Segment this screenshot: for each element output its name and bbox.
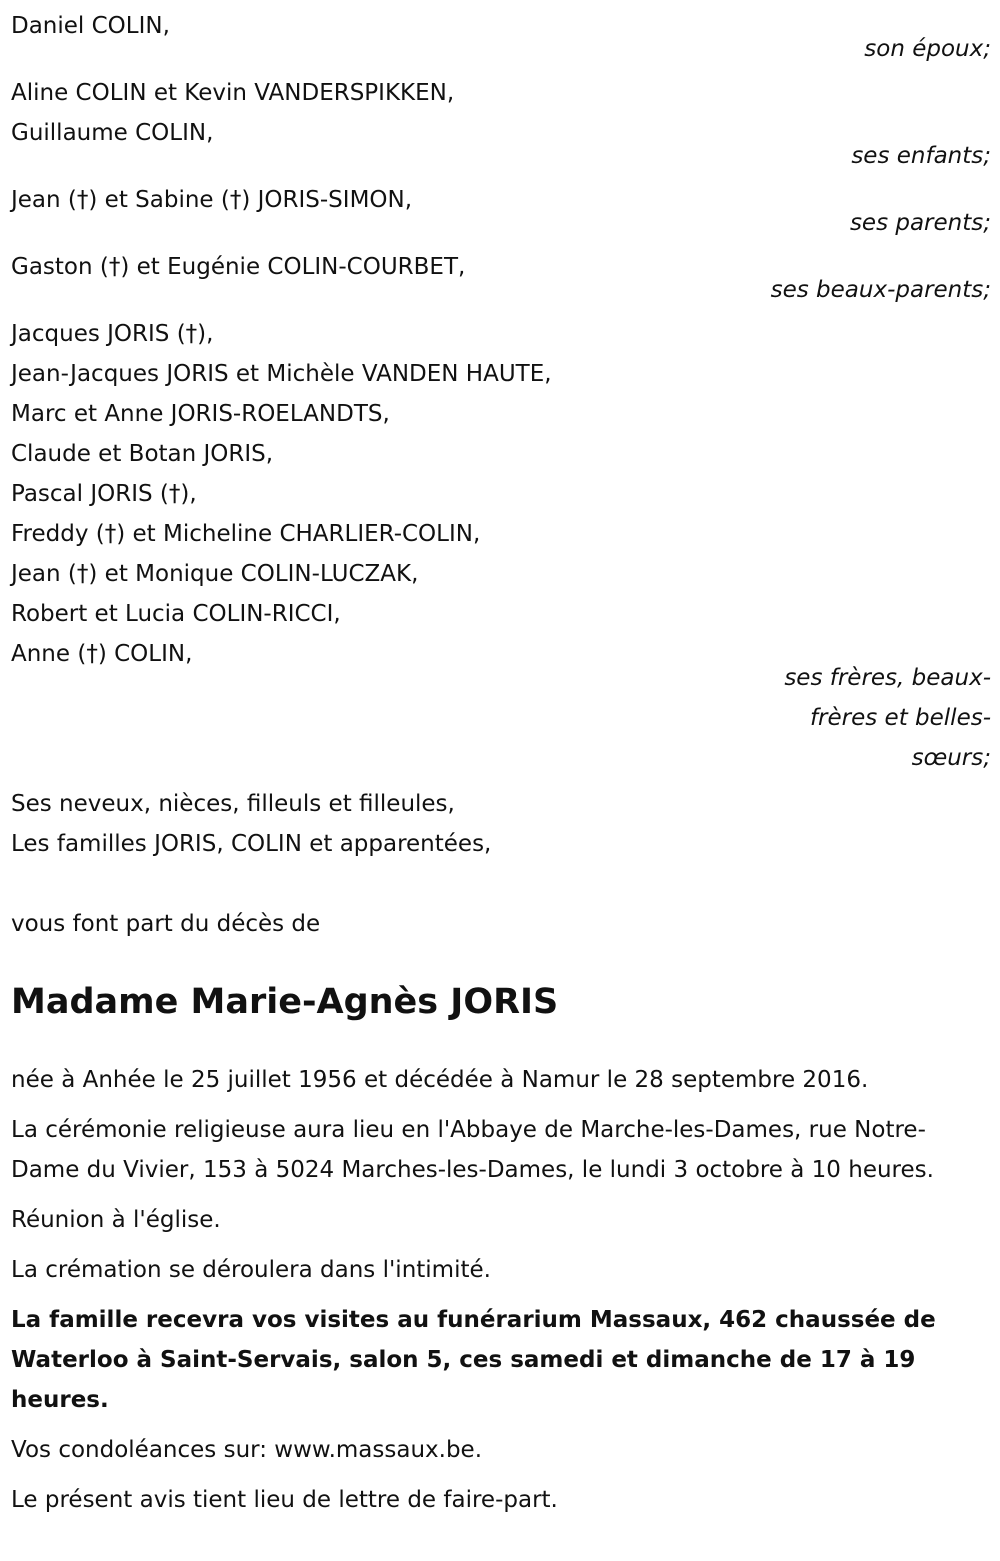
ceremony-text: La cérémonie religieuse aura lieu en l'Abbaye de Marche-les-Dames, rue Notre-Dame du Vivier, 153 à 5024 Marches-les-Dames, le lundi 3 octobre à 10 heures.	[11, 1117, 934, 1183]
siblings-role-line: sœurs;	[911, 745, 991, 771]
spouse-group	[11, 6, 991, 69]
meeting-text: Réunion à l'église.	[11, 1207, 221, 1233]
sibling-name: Jean (†) et Monique COLIN-LUCZAK,	[11, 561, 419, 587]
cremation-text: La crémation se déroulera dans l'intimité.	[11, 1257, 491, 1283]
sibling-name: Freddy (†) et Micheline CHARLIER-COLIN,	[11, 521, 481, 547]
sibling-name: Claude et Botan JORIS,	[11, 441, 274, 467]
sibling-name: Marc et Anne JORIS-ROELANDTS,	[11, 401, 390, 427]
siblings-role-line: ses frères, beaux-	[784, 665, 991, 691]
birth-death-text: née à Anhée le 25 juillet 1956 et décédée à Namur le 28 septembre 2016.	[11, 1067, 869, 1093]
parents-name: Jean (†) et Sabine (†) JORIS-SIMON,	[11, 187, 413, 213]
child-name: Guillaume COLIN,	[11, 120, 214, 146]
in-laws-group	[11, 247, 991, 310]
sibling-name: Pascal JORIS (†),	[11, 481, 197, 507]
siblings-group	[11, 314, 991, 778]
sibling-name: Robert et Lucia COLIN-RICCI,	[11, 601, 341, 627]
deceased-name: Madame Marie-Agnès JORIS	[11, 982, 559, 1022]
visits-text: La famille recevra vos visites au funérarium Massaux, 462 chaussée de Waterloo à Saint-Servais, salon 5, ces samedi et dimanche de 17 à 19 heures.	[11, 1307, 936, 1413]
sibling-name: Jean-Jacques JORIS et Michèle VANDEN HAUTE,	[11, 361, 552, 387]
children-group	[11, 73, 991, 176]
spouse-role: son époux;	[864, 36, 991, 62]
sibling-name: Anne (†) COLIN,	[11, 641, 193, 667]
children-role: ses enfants;	[851, 143, 991, 169]
in-laws-role: ses beaux-parents;	[770, 277, 991, 303]
announcement-text: vous font part du décès de	[11, 911, 321, 937]
siblings-role-line: frères et belles-	[809, 705, 991, 731]
in-laws-name: Gaston (†) et Eugénie COLIN-COURBET,	[11, 254, 466, 280]
obituary-notice	[11, 6, 991, 1530]
parents-group	[11, 180, 991, 243]
child-name: Aline COLIN et Kevin VANDERSPIKKEN,	[11, 80, 455, 106]
sibling-name: Jacques JORIS (†),	[11, 321, 214, 347]
spouse-name: Daniel COLIN,	[11, 13, 170, 39]
condolences-text: Vos condoléances sur: www.massaux.be.	[11, 1437, 483, 1463]
other-relatives-line: Ses neveux, nièces, filleuls et filleules,	[11, 791, 455, 817]
other-relatives-line: Les familles JORIS, COLIN et apparentées,	[11, 831, 492, 857]
other-relatives-group	[11, 784, 991, 864]
notice-text: Le présent avis tient lieu de lettre de faire-part.	[11, 1487, 558, 1513]
parents-role: ses parents;	[849, 210, 991, 236]
